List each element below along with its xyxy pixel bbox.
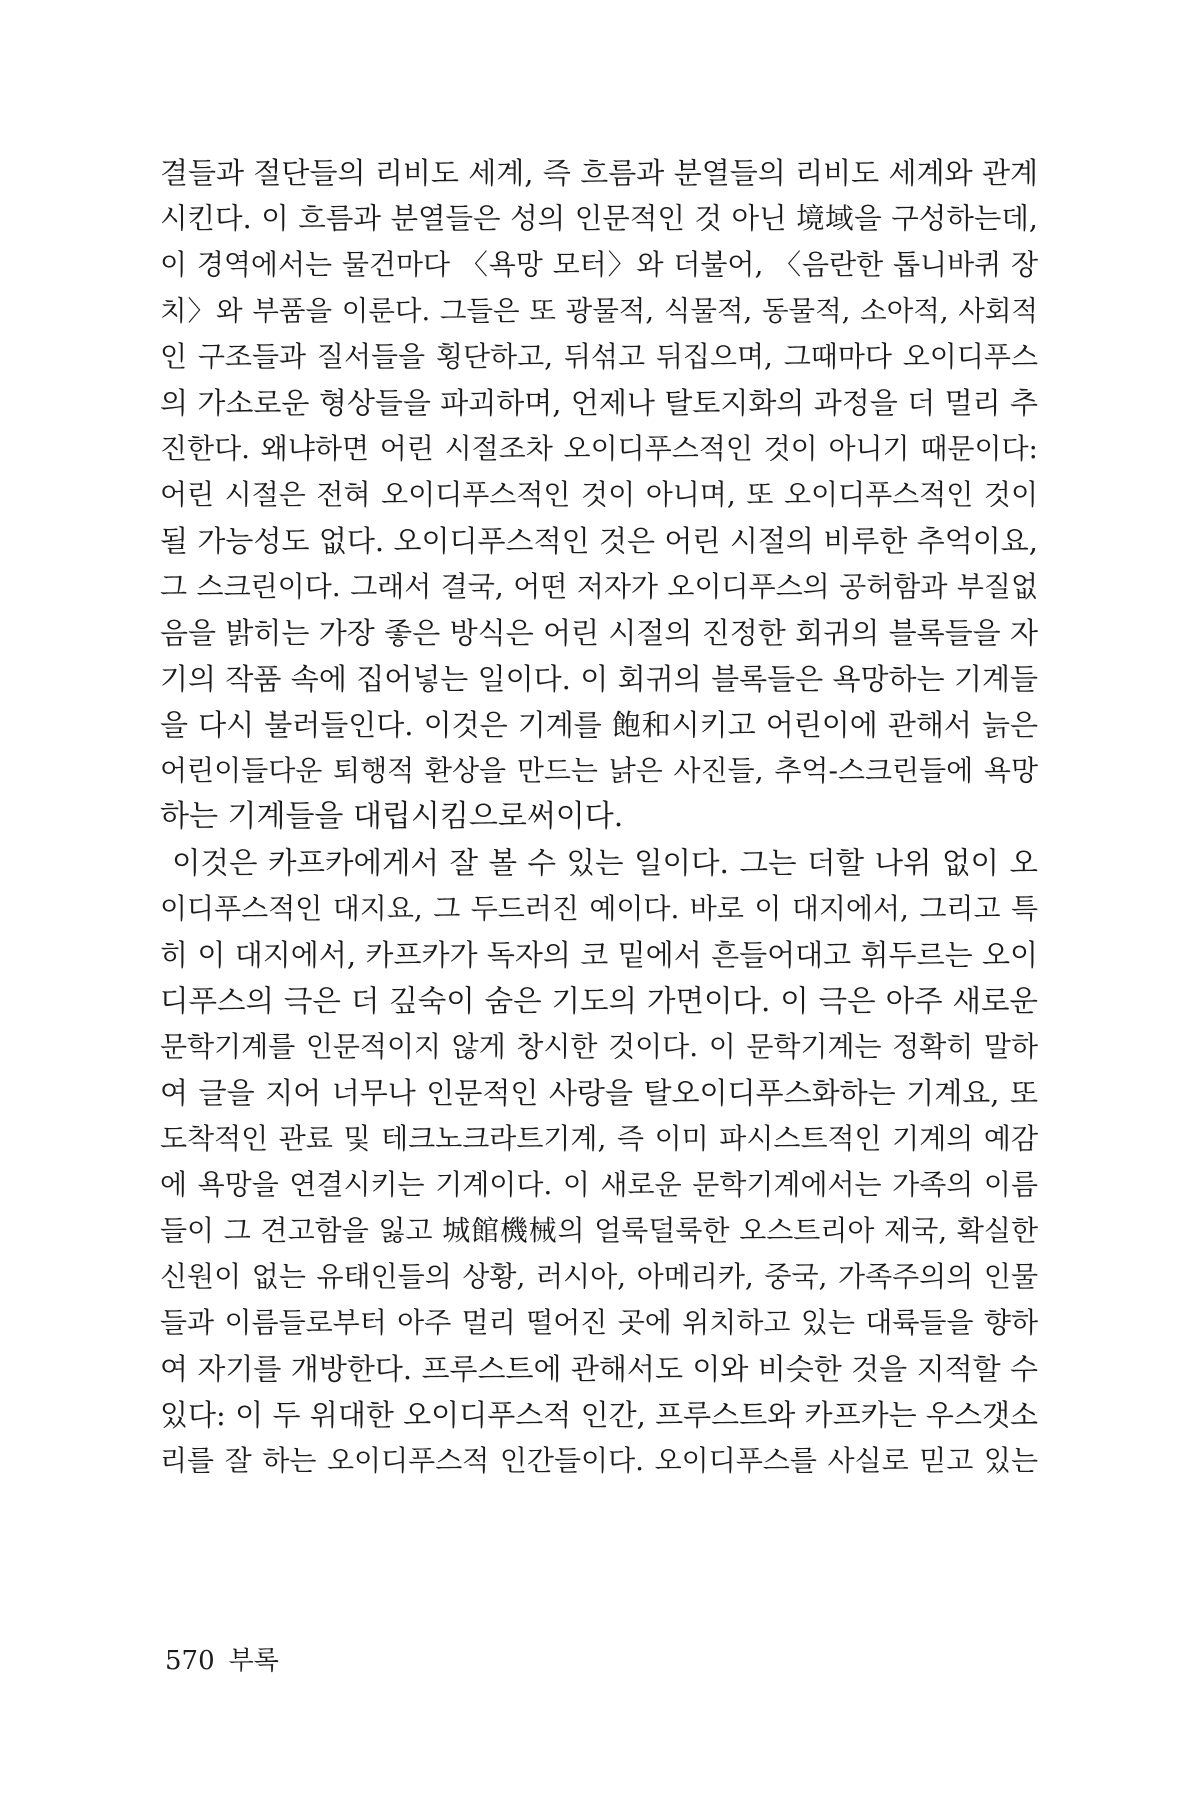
page-footer [165, 1640, 279, 1677]
text-line: 있다: 이 두 위대한 오이디푸스적 인간, 프루스트와 카프카는 우스갯소 [160, 1398, 1038, 1432]
text-line: 시킨다. 이 흐름과 분열들은 성의 인문적인 것 아닌 境域을 구성하는데, [160, 202, 1038, 235]
text-line: 인 구조들과 질서들을 횡단하고, 뒤섞고 뒤집으며, 그때마다 오이디푸스 [160, 340, 1038, 373]
text-line: 에 욕망을 연결시키는 기계이다. 이 새로운 문학기계에서는 가족의 이름 [160, 1168, 1038, 1201]
section-title: 부록 [228, 1646, 279, 1676]
text-line: 음을 밝히는 가장 좋은 방식은 어린 시절의 진정한 회귀의 블록들을 자 [160, 616, 1038, 650]
text-line: 들과 이름들로부터 아주 멀리 떨어진 곳에 위치하고 있는 대륙들을 향하 [160, 1306, 1038, 1339]
text-line: 결들과 절단들의 리비도 세계, 즉 흐름과 분열들의 리비도 세계와 관계 [160, 156, 1038, 190]
text-line: 리를 잘 하는 오이디푸스적 인간들이다. 오이디푸스를 사실로 믿고 있는 [160, 1444, 1038, 1477]
page-number: 570 [165, 1646, 215, 1676]
text-line: 이 경역에서는 물건마다 〈욕망 모터〉와 더불어, 〈음란한 톱니바퀴 장 [160, 248, 1038, 281]
text-line: 이디푸스적인 대지요, 그 두드러진 예이다. 바로 이 대지에서, 그리고 특 [160, 892, 1038, 925]
body-text [160, 150, 1038, 1484]
text-line: 그 스크린이다. 그래서 결국, 어떤 저자가 오이디푸스의 공허함과 부질없 [160, 570, 1038, 603]
text-line: 치〉와 부품을 이룬다. 그들은 또 광물적, 식물적, 동물적, 소아적, 사회적 [160, 295, 1038, 327]
paragraph-end-line: 하는 기계들을 대립시킴으로써이다. [160, 799, 624, 834]
text-line: 기의 작품 속에 집어넣는 일이다. 이 회귀의 블록들은 욕망하는 기계들 [160, 662, 1038, 696]
text-line: 신원이 없는 유태인들의 상황, 러시아, 아메리카, 중국, 가족주의의 인물 [160, 1260, 1038, 1293]
paragraph-start-line: 이것은 카프카에게서 잘 볼 수 있는 일이다. 그는 더할 나위 없이 오 [172, 846, 1038, 880]
text-line: 여 자기를 개방한다. 프루스트에 관해서도 이와 비슷한 것을 지적할 수 [160, 1352, 1038, 1386]
text-line: 들이 그 견고함을 잃고 城館機械의 얼룩덜룩한 오스트리아 제국, 확실한 [160, 1214, 1038, 1247]
text-line: 을 다시 불러들인다. 이것은 기계를 飽和시키고 어린이에 관해서 늙은 [160, 708, 1038, 742]
text-line: 될 가능성도 없다. 오이디푸스적인 것은 어린 시절의 비루한 추억이요, [160, 524, 1038, 558]
text-line: 히 이 대지에서, 카프카가 독자의 코 밑에서 흔들어대고 휘두르는 오이 [160, 938, 1038, 972]
text-line: 진한다. 왜냐하면 어린 시절조차 오이디푸스적인 것이 아니기 때문이다: [160, 432, 1038, 465]
text-line: 어린이들다운 퇴행적 환상을 만드는 낡은 사진들, 추억-스크린들에 욕망 [160, 754, 1038, 787]
text-line: 의 가소로운 형상들을 파괴하며, 언제나 탈토지화의 과정을 더 멀리 추 [160, 386, 1038, 420]
text-line: 여 글을 지어 너무나 인문적인 사랑을 탈오이디푸스화하는 기계요, 또 [160, 1076, 1038, 1110]
text-line: 문학기계를 인문적이지 않게 창시한 것이다. 이 문학기계는 정확히 말하 [160, 1030, 1038, 1063]
text-line: 디푸스의 극은 더 깊숙이 숨은 기도의 가면이다. 이 극은 아주 새로운 [160, 984, 1038, 1018]
text-line: 도착적인 관료 및 테크노크라트기계, 즉 이미 파시스트적인 기계의 예감 [160, 1122, 1038, 1155]
text-line: 어린 시절은 전혀 오이디푸스적인 것이 아니며, 또 오이디푸스적인 것이 [160, 478, 1038, 511]
